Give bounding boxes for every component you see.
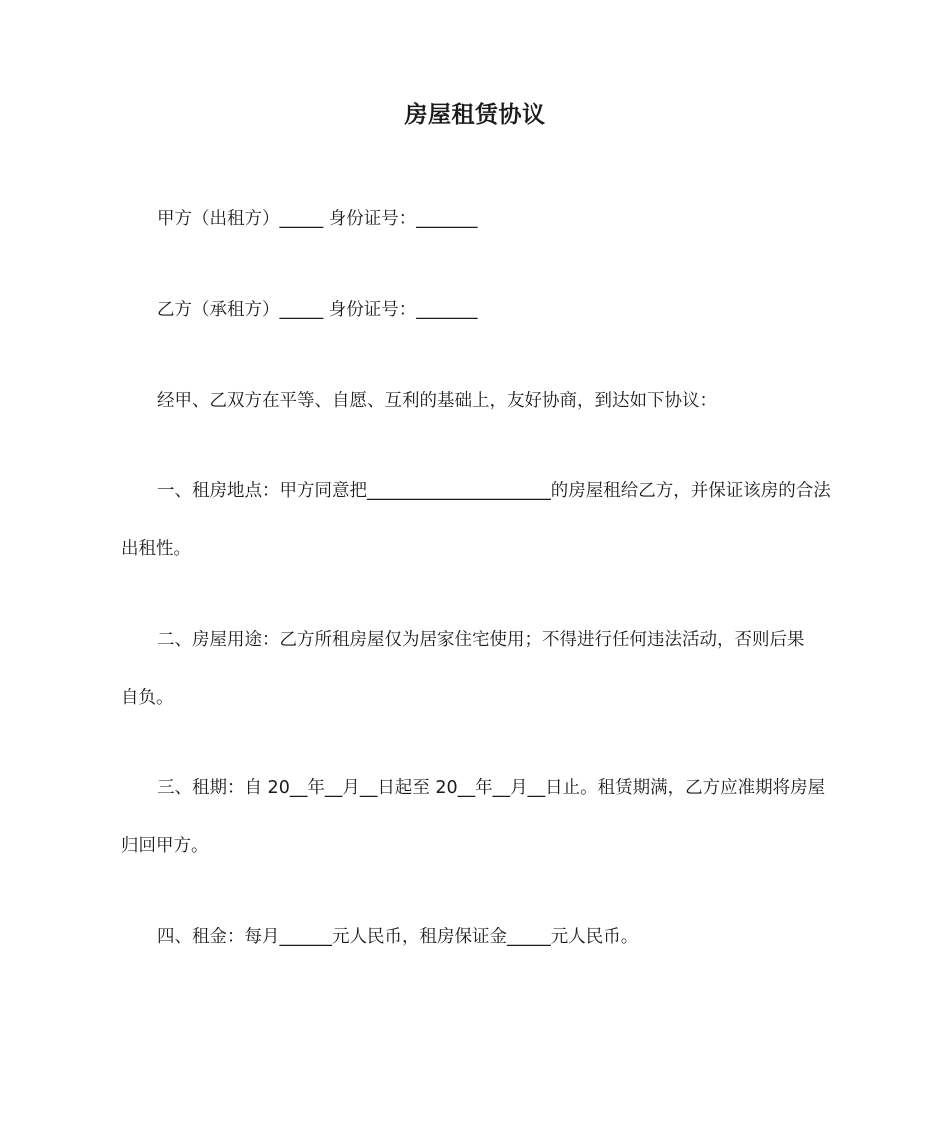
clause-4-text: 四、租金：每月______元人民币，租房保证金_____元人民币。 bbox=[157, 927, 639, 947]
party-b-line bbox=[121, 281, 833, 339]
clause-4-paragraph bbox=[121, 908, 833, 966]
clause-3-paragraph bbox=[121, 759, 833, 875]
party-a-text: 甲方（出租方）_____ 身份证号：_______ bbox=[157, 209, 478, 229]
clause-3-line-1: 三、租期：自 20__年__月__日起至 20__年__月__日止。租赁期满，乙方应准期将房屋 bbox=[157, 778, 826, 798]
party-b-text: 乙方（承租方）_____ 身份证号：_______ bbox=[157, 300, 478, 320]
clause-2-line-2: 自负。 bbox=[121, 688, 174, 708]
clause-1-line-1: 一、租房地点：甲方同意把_____________________的房屋租给乙方，并保证该房的合法 bbox=[157, 481, 831, 501]
clause-2-paragraph bbox=[121, 611, 833, 727]
clause-2-line-1: 二、房屋用途：乙方所租房屋仅为居家住宅使用；不得进行任何违法活动，否则后果 bbox=[157, 630, 805, 650]
clause-1-paragraph bbox=[121, 462, 833, 578]
preamble-text: 经甲、乙双方在平等、自愿、互利的基础上，友好协商，到达如下协议： bbox=[157, 391, 717, 411]
clause-3-line-2: 归回甲方。 bbox=[121, 836, 209, 856]
preamble-paragraph bbox=[121, 372, 833, 430]
clause-1-line-2: 出租性。 bbox=[121, 539, 191, 559]
document-title: 房屋租赁协议 bbox=[404, 102, 546, 128]
party-a-line bbox=[121, 190, 833, 248]
